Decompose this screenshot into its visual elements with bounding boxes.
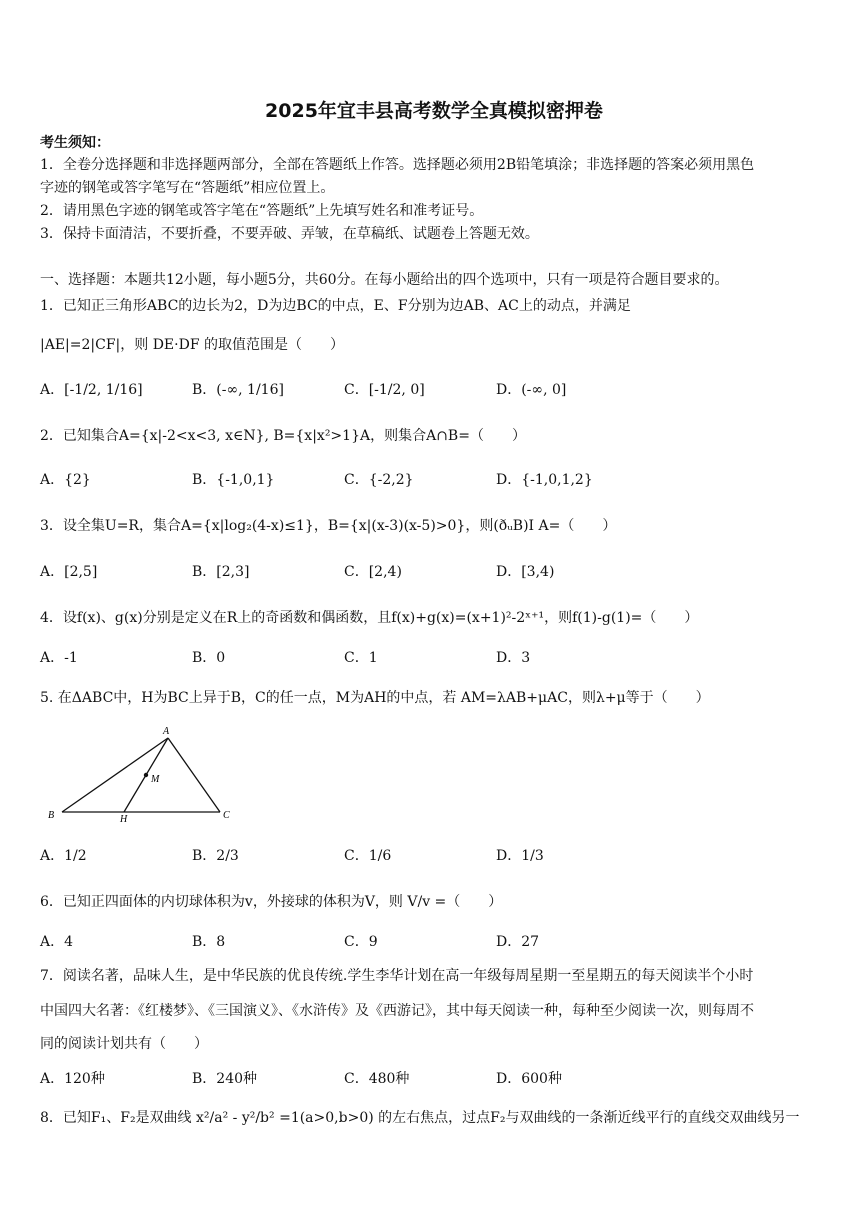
question-6-options [40,928,830,956]
option-a[interactable]: A．[-1/2, 1/16] [40,382,143,398]
option-c[interactable]: C．1 [344,650,378,666]
label-h: H [120,814,128,824]
option-b[interactable]: B．(-∞, 1/16] [192,382,284,398]
question-4-options [40,644,830,672]
question-8-text: 8．已知F₁、F₂是双曲线 x²/a² - y²/b² =1(a>0,b>0) 的左右焦点，过点F₂与双曲线的一条渐近线平行的直线交双曲线另一 [40,1110,800,1126]
option-c[interactable]: C．480种 [344,1071,410,1087]
option-a[interactable]: A．[2,5] [40,564,98,580]
side-ac [168,738,220,812]
question-7-text: 7．阅读名著，品味人生，是中华民族的优良传统.学生李华计划在高一年级每周星期一至星期五的每天阅读半个小时 [40,968,754,984]
option-c[interactable]: C．1/6 [344,848,392,864]
option-a[interactable]: A．120种 [40,1071,105,1087]
option-c[interactable]: C．9 [344,934,378,950]
question-3-text: 3．设全集U=R，集合A={x|log₂(4-x)≤1}，B={x|(x-3)(x-5)>0}，则(ðᵤB)Ι A=（ ） [40,518,617,534]
option-c[interactable]: C．[-1/2, 0] [344,382,425,398]
label-b: B [48,810,55,821]
label-a: A [163,726,170,737]
option-b[interactable]: B．8 [192,934,226,950]
option-b[interactable]: B．240种 [192,1071,258,1087]
option-c[interactable]: C．[2,4) [344,564,402,580]
question-7-text-cont-2: 同的阅读计划共有（ ） [40,1036,208,1052]
label-m: M [151,774,160,785]
option-b[interactable]: B．0 [192,650,226,666]
option-d[interactable]: D．{-1,0,1,2} [496,472,593,488]
triangle-figure [44,724,244,824]
question-1-text: 1．已知正三角形ABC的边长为2，D为边BC的中点，E、F分别为边AB、AC上的动点，并满足 [40,298,631,314]
question-5-text: 5. 在ΔABC中，H为BC上异于B，C的任一点，M为AH的中点，若 AM=λAB+μAC，则λ+μ等于（ ） [40,690,710,706]
question-4-text: 4．设f(x)、g(x)分别是定义在R上的奇函数和偶函数，且f(x)+g(x)=(x+1)²-2ˣ⁺¹，则f(1)-g(1)=（ ） [40,610,699,626]
question-3-options [40,558,830,586]
point-m [144,773,148,777]
page-title: 2025年宜丰县高考数学全真模拟密押卷 [265,100,603,122]
question-2-text: 2．已知集合A={x|-2<x<3, x∈N}, B={x|x²>1}A，则集合A∩B=（ ） [40,428,526,444]
option-d[interactable]: D．3 [496,650,531,666]
question-2-options [40,466,830,494]
question-6-text: 6．已知正四面体的内切球体积为v，外接球的体积为V，则 V/v =（ ） [40,894,503,910]
notice-heading: 考生须知： [40,135,110,151]
notice-item-3: 3．保持卡面清洁，不要折叠，不要弄破、弄皱，在草稿纸、试题卷上答题无效。 [40,226,539,242]
notice-item-1: 1．全卷分选择题和非选择题两部分，全部在答题纸上作答。选择题必须用2B铅笔填涂；非选择题的答案必须用黑色 [40,157,755,173]
option-d[interactable]: D．1/3 [496,848,544,864]
question-1-options [40,376,830,404]
option-b[interactable]: B．{-1,0,1} [192,472,275,488]
option-a[interactable]: A．1/2 [40,848,87,864]
option-d[interactable]: D．27 [496,934,540,950]
label-c: C [223,810,230,821]
question-7-text-cont: 中国四大名著：《红楼梦》、《三国演义》、《水浒传》及《西游记》，其中每天阅读一种，每种至少阅读一次，则每周不 [40,1003,754,1019]
option-b[interactable]: B．[2,3] [192,564,250,580]
option-a[interactable]: A．{2} [40,472,91,488]
notice-item-1-cont: 字迹的钢笔或答字笔写在“答题纸”相应位置上。 [40,180,335,196]
question-5-options [40,842,830,870]
option-d[interactable]: D．[3,4) [496,564,555,580]
section-heading: 一、选择题：本题共12小题，每小题5分，共60分。在每小题给出的四个选项中，只有一项是符合题目要求的。 [40,272,729,288]
option-c[interactable]: C．{-2,2} [344,472,414,488]
question-1-text-cont: |AE|=2|CF|，则 DE·DF 的取值范围是（ ） [40,337,344,353]
option-a[interactable]: A．-1 [40,650,78,666]
option-d[interactable]: D．(-∞, 0] [496,382,567,398]
option-d[interactable]: D．600种 [496,1071,562,1087]
option-b[interactable]: B．2/3 [192,848,239,864]
option-a[interactable]: A．4 [40,934,74,950]
notice-item-2: 2．请用黑色字迹的钢笔或答字笔在“答题纸”上先填写姓名和准考证号。 [40,203,484,219]
question-7-options [40,1065,830,1093]
